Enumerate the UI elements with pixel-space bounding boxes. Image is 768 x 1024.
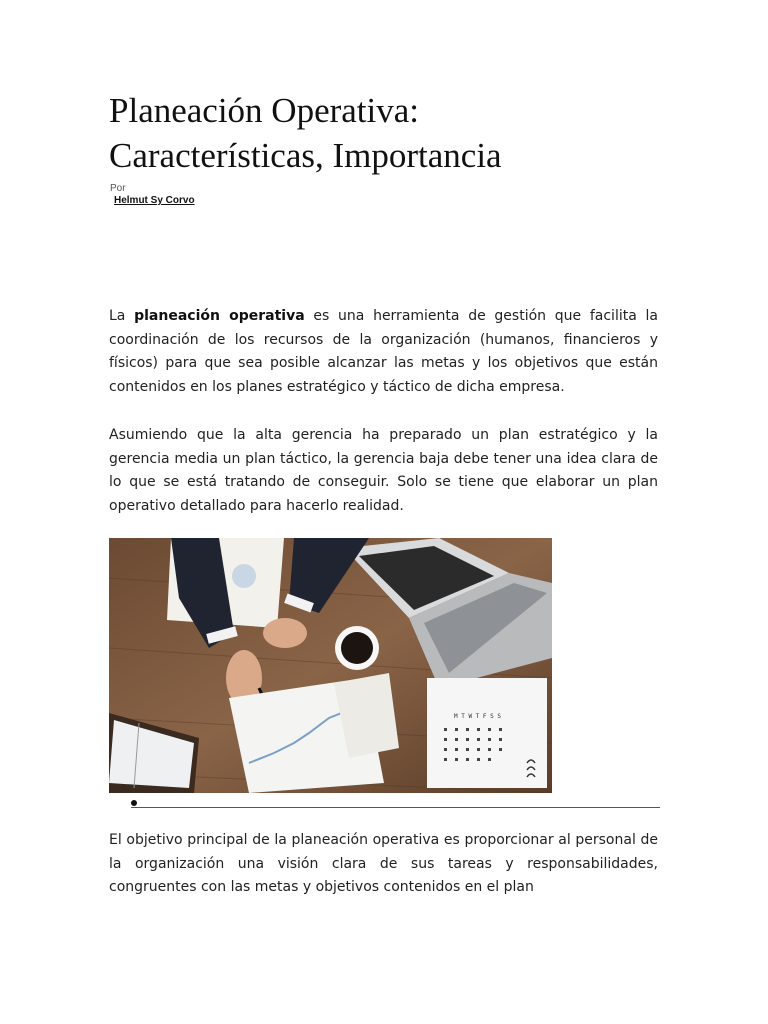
intro-prefix: La <box>109 308 135 324</box>
intro-rest: es una herramienta de gestión que facilita la coordinación de los recursos de la organización (humanos, financieros y físicos) para que sea posible alcanzar las metas y los objetivos que están contenidos en los planes estratégico y táctico de dicha empresa. <box>109 308 658 396</box>
intro-paragraph <box>109 305 658 400</box>
list-bullet <box>131 800 137 806</box>
second-paragraph: Asumiendo que la alta gerencia ha preparado un plan estratégico y la gerencia media un plan táctico, la gerencia baja debe tener una idea clara de lo que se está tratando de conseguir. Solo se tiene que elaborar un plan operativo detallado para hacerlo realidad. <box>109 427 658 515</box>
title-line-1: Planeación Operativa: <box>109 91 420 130</box>
title-line-2: Características, Importancia <box>109 136 502 175</box>
calendar-header: M T W T F S S <box>454 713 501 720</box>
section-divider <box>131 807 660 808</box>
author-link[interactable]: Helmut Sy Corvo <box>114 195 195 206</box>
photo-illustration <box>109 538 552 793</box>
third-paragraph: El objetivo principal de la planeación operativa es proporcionar al personal de la organización una visión clara de sus tareas y responsabilidades, congruentes con las metas y objetivos contenidos en el plan <box>109 832 658 896</box>
desk-meeting-photo <box>109 538 552 793</box>
article-title <box>109 88 709 178</box>
intro-keyword: planeación operativa <box>134 308 305 324</box>
byline-label: Por <box>110 183 126 194</box>
